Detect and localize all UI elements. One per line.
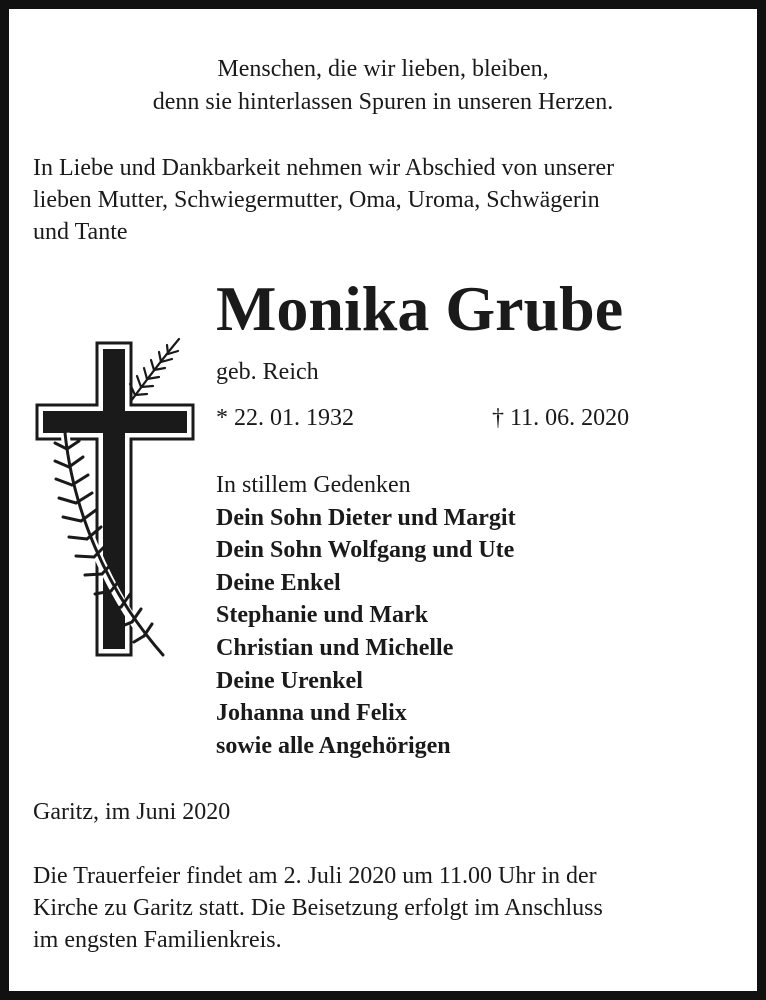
motto-line-1: Menschen, die wir lieben, bleiben, [217,56,549,82]
funeral-details [33,860,745,956]
mourner-line: Dein Sohn Wolfgang und Ute [216,537,515,564]
mourner-line: Dein Sohn Dieter und Margit [216,504,516,531]
birth-name: geb. Reich [216,359,319,385]
intro-text [33,152,745,248]
mourner-line: sowie alle Angehörigen [216,732,451,759]
mourner-line: Christian und Michelle [216,634,454,661]
mourners-list [216,469,516,762]
funeral-line-3: im engsten Familienkreis. [33,927,282,953]
motto-line-2: denn sie hinterlassen Spuren in unseren Herzen. [152,89,614,115]
life-dates [216,403,630,433]
deceased-name: Monika Grube [216,273,624,344]
mourner-line: Deine Urenkel [216,667,363,694]
intro-line-1: In Liebe und Dankbarkeit nehmen wir Abschied von unserer [33,155,615,181]
funeral-line-2: Kirche zu Garitz statt. Die Beisetzung erfolgt im Anschluss [33,895,603,921]
place-and-date: Garitz, im Juni 2020 [33,799,231,825]
intro-line-3: und Tante [33,219,128,245]
birth-date: * 22. 01. 1932 [216,405,354,431]
intro-line-2: lieben Mutter, Schwiegermutter, Oma, Uroma, Schwägerin [33,187,600,213]
motto-verse [9,53,757,119]
funeral-line-1: Die Trauerfeier findet am 2. Juli 2020 um 11.00 Uhr in der [33,863,597,889]
mourner-line: Johanna und Felix [216,700,407,727]
mourner-line: Stephanie und Mark [216,602,429,629]
mourner-line: Deine Enkel [216,569,341,596]
mourners-heading: In stillem Gedenken [216,472,411,498]
cross-with-palm-branch-icon [27,329,197,666]
death-date: † 11. 06. 2020 [492,405,630,431]
